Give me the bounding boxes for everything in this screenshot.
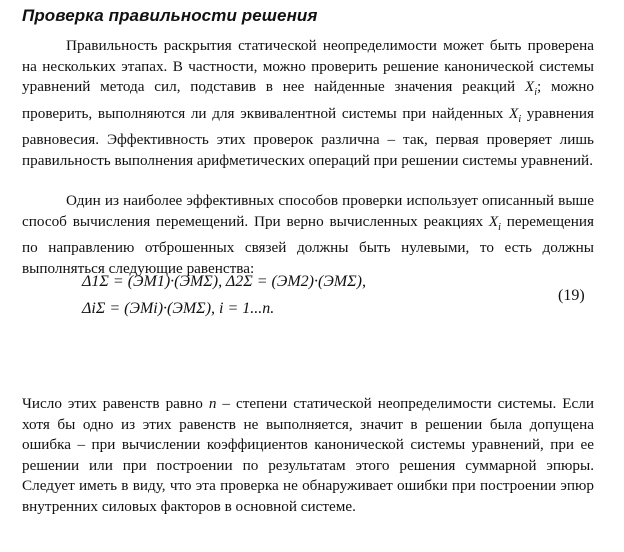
para2-text-b: перемещения по направлению отброшенных связей должны быть нулевыми, то есть должны выполняться следующие равенства: [22, 212, 594, 277]
var-x-i: $X_i$ [488, 212, 501, 233]
equation-line-1: Δ1Σ = (ЭМ1)·(ЭМΣ), Δ2Σ = (ЭМ2)·(ЭМΣ), [82, 273, 366, 290]
var-n: n [208, 395, 217, 412]
equation-line-2: ΔiΣ = (ЭМi)·(ЭМΣ), i = 1...n. [82, 300, 275, 317]
var-x-i: $X_i$ [509, 104, 522, 125]
paragraph-2 [22, 191, 594, 279]
para1-text-a: Правильность раскрытия статической неопределимости может быть проверена на нескольких этапах. В частности, можно проверить решение канонической системы уравнений метода сил, подставив в нее найденные значения реакций [22, 37, 594, 95]
para1-text-c: уравнения равновесия. Эффективность этих проверок различна – так, первая проверяет лишь правильность выполнения арифметических операций при решении системы уравнений. [22, 104, 594, 169]
para2-text-a: Один из наиболее эффективных способов проверки использует описанный выше способ вычисления перемещений. При верно вычисленных реакциях [22, 192, 594, 230]
para3-text-a: Число этих равенств равно [22, 395, 209, 412]
section-heading: Проверка правильности решения [22, 6, 318, 25]
para3-text-b: – степени статической неопределимости системы. Если хотя бы одно из этих равенств не выполняется, значит в решении была допущена ошибка – при вычислении коэффициентов канонической системы уравнений, при ее решении или при построении по результатам этого решения суммарной эпюры. Следует иметь в виду, что эта проверка не обнаруживает ошибки при построении эпюр внутренних силовых факторов в основной системе. [22, 395, 594, 515]
paragraph-3 [22, 394, 594, 517]
paragraph-1 [22, 36, 594, 171]
equation-number: (19) [558, 287, 585, 304]
para1-text-b: ; можно проверить, выполняются ли для эквивалентной системы при найденных [22, 78, 594, 122]
var-x-i: $X_i$ [524, 78, 537, 99]
